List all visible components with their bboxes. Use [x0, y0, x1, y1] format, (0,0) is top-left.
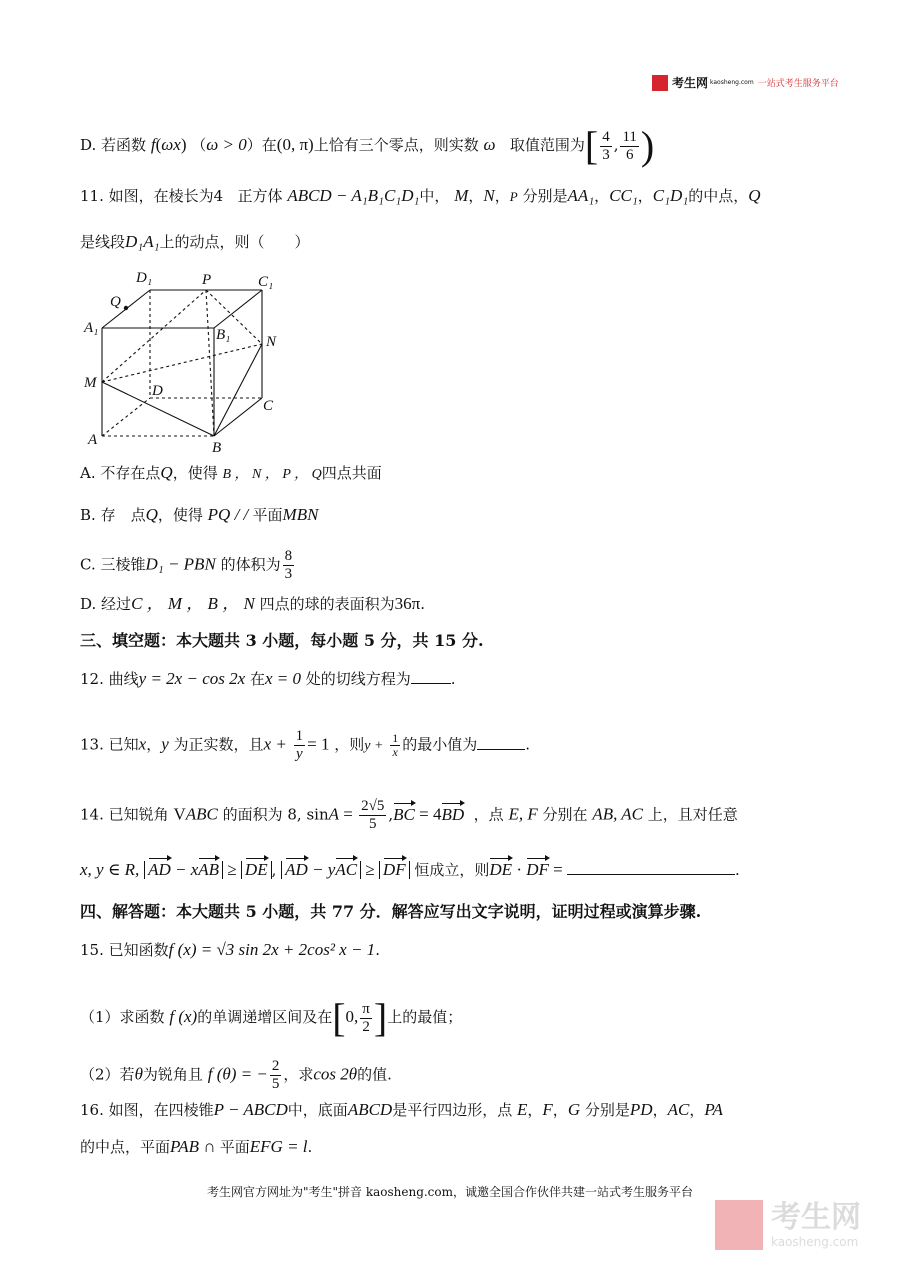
q16-line1: 16. 如图，在四棱锥P − ABCD中，底面ABCD是平行四边形，点 E，F，G 分别是PD，AC，PA	[80, 1100, 723, 1119]
label-a1: A₁	[84, 320, 99, 336]
q13: 13. 已知x，y 为正实数，且x + $\frac{1}{y}$ = 1 ，则y + $\frac{1}{x}$ 的最小值为 .	[80, 728, 531, 762]
seg-mn	[102, 344, 262, 382]
label-d1: D₁	[136, 270, 153, 286]
q15-part1: （1）求函数 f (x)的单调递增区间及在[0, $\frac{\pi}{2}$ ]上的最值；	[80, 995, 463, 1040]
seg-bn	[214, 344, 262, 436]
label-b1: B₁	[216, 327, 231, 343]
label-m: M	[84, 375, 97, 391]
logo-name: 考生网	[672, 76, 709, 90]
edge-bc	[214, 398, 262, 436]
label-b: B	[212, 440, 222, 456]
watermark	[715, 1200, 861, 1250]
q12: 12. 曲线y = 2x − cos 2x 在x = 0 处的切线方程为 .	[80, 669, 456, 688]
q11-option-c: C. 三棱锥D₁ − PBN 的体积为 $\frac{8}{3}$	[80, 548, 293, 582]
logo-slogan: 一站式考生服务平台	[757, 79, 839, 89]
q11-option-d: D. 经过C ， M ， B ， N 四点的球的表面积为36π.	[80, 594, 425, 613]
q16-line2: 的中点，平面PAB ∩ 平面EFG = l.	[80, 1137, 313, 1156]
label-c1: C₁	[258, 274, 274, 290]
footer-note: 考生网官方网址为"考生"拼音 kaosheng.com，诚邀全国合作伙伴共建一站式考生服务平台	[206, 1185, 694, 1199]
section4-title: 四、解答题：本大题共 5 小题，共 77 分．解答应写出文字说明，证明过程或演算步骤.	[80, 902, 702, 921]
q14-line1: 14. 已知锐角 VABC 的面积为 8, sinA = $\frac{2√5}{5}$ ,BC = 4BD ，点 E, F 分别在 AB, AC 上，且对任意	[80, 798, 738, 832]
label-n: N	[266, 334, 277, 350]
seg-pb	[206, 290, 214, 436]
label-c: C	[263, 398, 274, 414]
q14-line2: x, y ∈ R, AD − xAB ≥ DE , AD − yAC ≥ DF 恒成立，则DE · DF = .	[80, 856, 740, 880]
logo-mark-icon	[652, 75, 668, 91]
label-a: A	[88, 432, 98, 448]
q15-stem: 15. 已知函数f (x) = √3 sin 2x + 2cos² x − 1.	[80, 940, 380, 959]
watermark-url: kaosheng.com	[771, 1235, 859, 1249]
q11-stem-line1: 11. 如图，在棱长为4 正方体 ABCD − A₁B₁C₁D₁中， M，N，P 分别是AA₁，CC₁，C₁D₁的中点，Q	[80, 186, 761, 205]
edge-b1c1	[214, 290, 262, 328]
section3-title: 三、填空题：本大题共 3 小题，每小题 5 分，共 15 分.	[80, 631, 484, 650]
cube-figure	[80, 262, 290, 457]
q11-option-b: B. 存 点Q，使得 PQ / / 平面MBN	[80, 505, 319, 524]
header-logo	[652, 74, 839, 91]
edge-ad	[102, 398, 150, 436]
q11-option-a: A. 不存在点Q，使得 B ， N ， P ， Q四点共面	[80, 463, 382, 482]
point-q	[124, 306, 128, 310]
label-p: P	[202, 272, 212, 288]
q11-stem-line2: 是线段D₁A₁上的动点，则（ ）	[80, 232, 310, 251]
q15-part2: （2）若θ为锐角且 f (θ) = − $\frac{2}{5}$ ，求cos 2θ的值.	[80, 1058, 392, 1092]
watermark-logo-icon	[715, 1200, 763, 1250]
q10-option-d: D. 若函数 f(ωx) （ω > 0）在(0, π)上恰有三个零点，则实数 ω 取值范围为[ $\frac{4}{3}$ , $\frac{11}{6}$ )	[80, 123, 655, 168]
logo-url: kaosheng.com	[710, 79, 754, 86]
label-d: D	[152, 383, 163, 399]
label-q: Q	[110, 294, 121, 310]
watermark-name: 考生网	[771, 1200, 861, 1235]
